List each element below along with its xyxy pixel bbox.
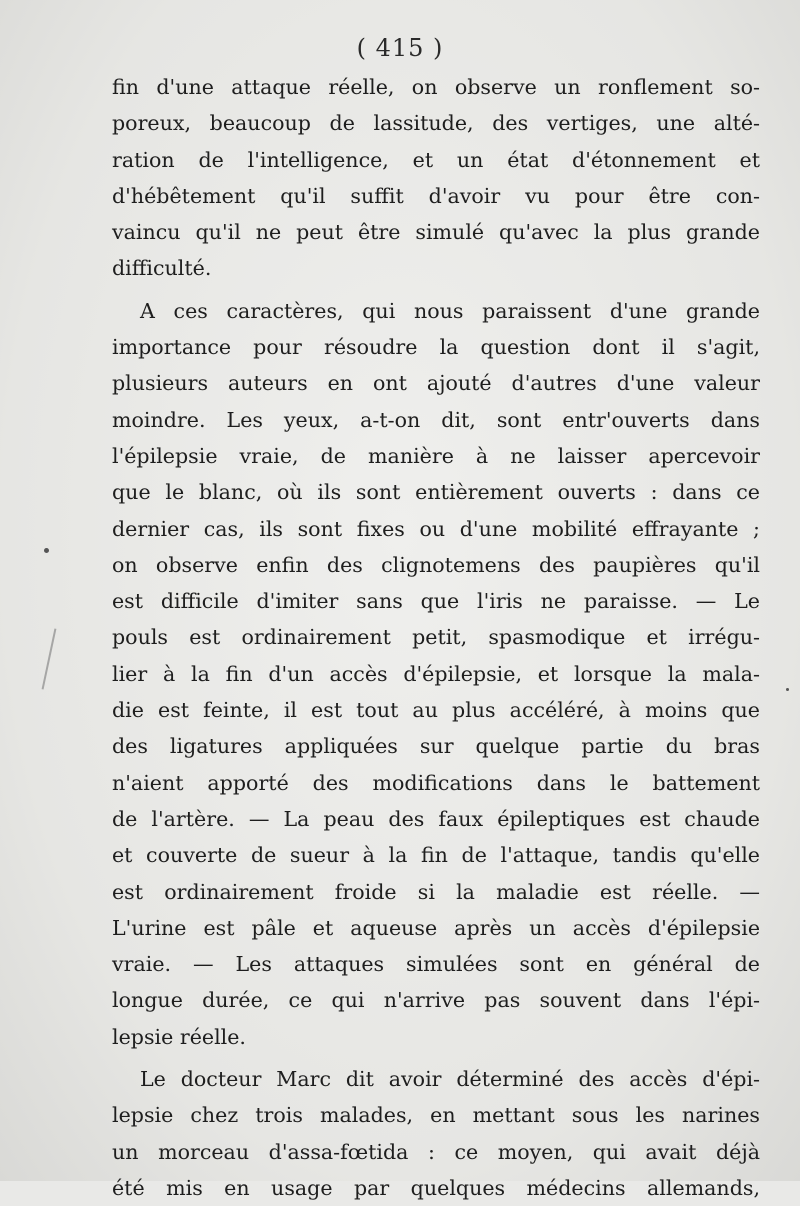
paragraph-3: [112, 1061, 760, 1206]
text-line: et couverte de sueur à la fin de l'attaque, tandis qu'elle: [112, 843, 760, 868]
text-line: Le docteur Marc dit avoir déterminé des accès d'épi-: [140, 1067, 760, 1092]
text-line: ration de l'intelligence, et un état d'étonnement et: [112, 147, 760, 172]
margin-mark: [42, 628, 57, 689]
text-line: lepsie chez trois malades, en mettant sous les narines: [112, 1103, 760, 1128]
text-line: vraie. — Les attaques simulées sont en général de: [112, 952, 760, 977]
speck: [786, 688, 789, 691]
text-line: un morceau d'assa-fœtida : ce moyen, qui avait déjà: [112, 1139, 760, 1164]
text-line: longue durée, ce qui n'arrive pas souvent dans l'épi-: [112, 988, 760, 1013]
body-text: [112, 69, 760, 1206]
text-line: n'aient apporté des modifications dans le battement: [112, 770, 760, 795]
text-line: poreux, beaucoup de lassitude, des vertiges, une alté-: [112, 111, 760, 136]
text-line: L'urine est pâle et aqueuse après un accès d'épilepsie: [112, 915, 760, 940]
text-line: fin d'une attaque réelle, on observe un ronflement so-: [112, 75, 760, 99]
paragraph-1: [112, 69, 760, 287]
text-line: vaincu qu'il ne peut être simulé qu'avec la plus grande: [112, 220, 760, 245]
text-line: on observe enfin des clignotemens des paupières qu'il: [112, 552, 760, 577]
text-line: lepsie réelle.: [112, 1024, 246, 1049]
text-line: moindre. Les yeux, a-t-on dit, sont entr'ouverts dans: [112, 407, 760, 432]
text-line: pouls est ordinairement petit, spasmodique et irrégu-: [112, 625, 760, 650]
text-line: l'épilepsie vraie, de manière à ne laisser apercevoir: [112, 443, 760, 468]
text-line: été mis en usage par quelques médecins allemands,: [112, 1175, 760, 1200]
text-line: lier à la fin d'un accès d'épilepsie, et lorsque la mala-: [112, 661, 760, 686]
text-line: des ligatures appliquées sur quelque partie du bras: [112, 734, 760, 759]
text-line: die est feinte, il est tout au plus accéléré, à moins que: [112, 698, 760, 723]
text-line: est difficile d'imiter sans que l'iris ne paraisse. — Le: [112, 589, 760, 614]
paragraph-2: [112, 293, 760, 1055]
text-line: dernier cas, ils sont fixes ou d'une mobilité effrayante ;: [112, 516, 760, 541]
page-number: ( 415 ): [356, 34, 444, 62]
text-line: importance pour résoudre la question dont il s'agit,: [112, 335, 760, 360]
text-line: plusieurs auteurs en ont ajouté d'autres d'une valeur: [112, 371, 760, 396]
text-line: que le blanc, où ils sont entièrement ouverts : dans ce: [112, 480, 760, 505]
text-line: d'hébêtement qu'il suffit d'avoir vu pour être con-: [112, 183, 760, 208]
text-line: A ces caractères, qui nous paraissent d'une grande: [140, 298, 760, 323]
text-line: est ordinairement froide si la maladie est réelle. —: [112, 879, 760, 904]
text-line: difficulté.: [112, 256, 212, 281]
speck: [44, 548, 49, 553]
text-line: de l'artère. — La peau des faux épileptiques est chaude: [112, 806, 760, 831]
